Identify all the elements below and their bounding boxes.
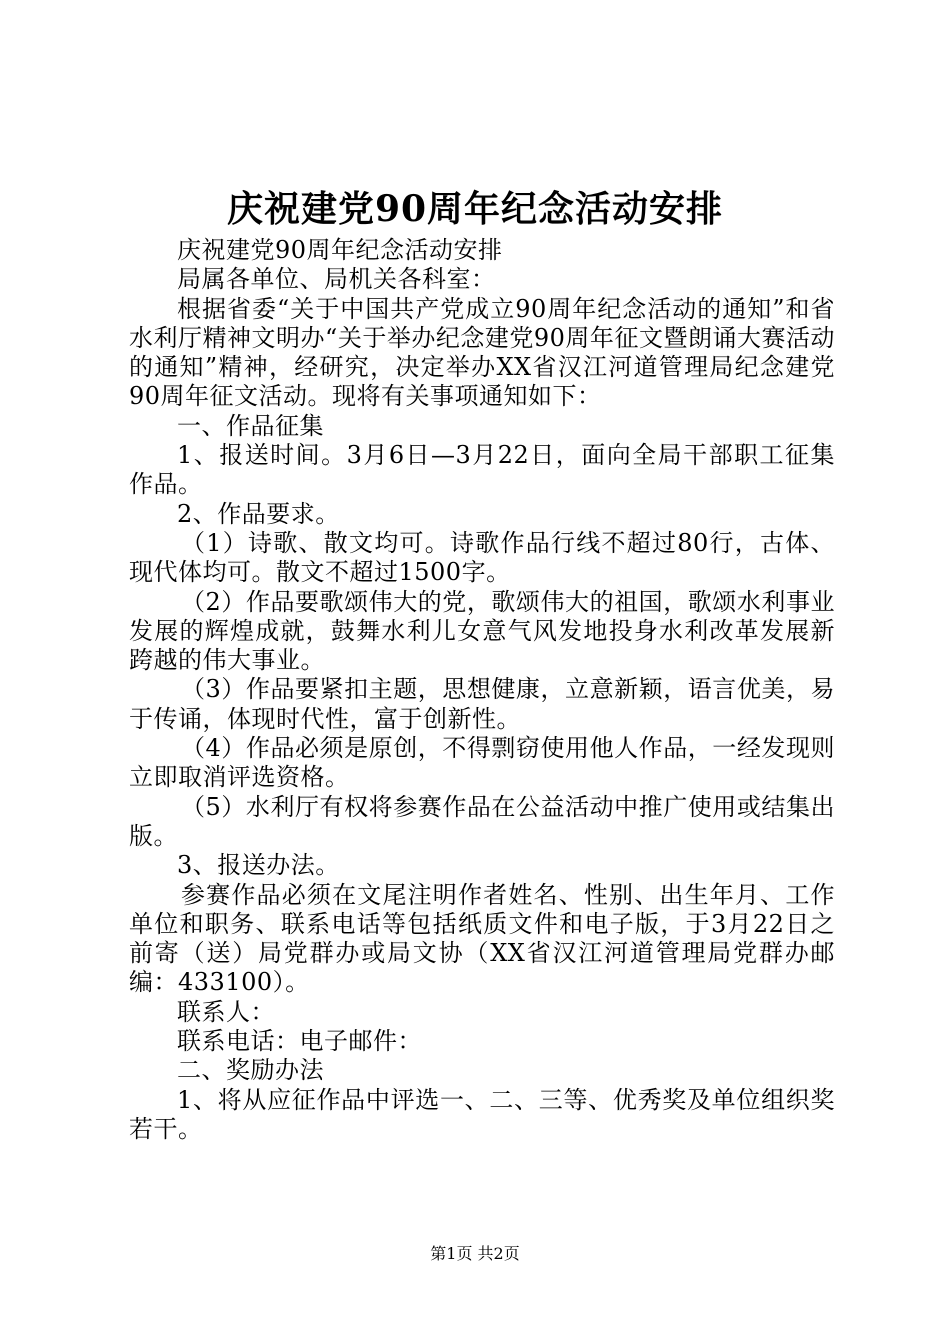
section-heading-collection: 一、作品征集	[177, 411, 324, 440]
paragraph-awards-1: 1、将从应征作品中评选一、二、三等、优秀奖及单位组织奖若干。	[129, 1085, 835, 1143]
paragraph-requirement-3: （3）作品要紧扣主题，思想健康，立意新颖，语言优美，易于传诵，体现时代性，富于创新性。	[129, 675, 835, 733]
paragraph-requirement-5: （5）水利厅有权将参赛作品在公益活动中推广使用或结集出版。	[129, 792, 835, 850]
document-title: 庆祝建党90周年纪念活动安排	[226, 188, 724, 230]
paragraph-submission-method-heading: 3、报送办法。	[177, 851, 340, 880]
paragraph-requirement-4: （4）作品必须是原创，不得剽窃使用他人作品，一经发现则立即取消评选资格。	[129, 734, 835, 792]
paragraph-requirements-heading: 2、作品要求。	[177, 499, 340, 528]
paragraph-submission-time: 1、报送时间。3月6日—3月22日，面向全局干部职工征集作品。	[129, 441, 835, 499]
page-footer: 第1页 共2页	[430, 1244, 520, 1263]
document-body	[129, 236, 835, 1144]
section-heading-awards: 二、奖励办法	[177, 1056, 324, 1085]
paragraph-heading-repeat: 庆祝建党90周年纪念活动安排	[177, 236, 503, 264]
paragraph-requirement-1: （1）诗歌、散文均可。诗歌作品行线不超过80行，古体、现代体均可。散文不超过1500字。	[129, 528, 835, 587]
paragraph-addressee: 局属各单位、局机关各科室：	[177, 265, 496, 294]
paragraph-submission-method: 参赛作品必须在文尾注明作者姓名、性别、出生年月、工作单位和职务、联系电话等包括纸质文件和电子版，于3月22日之前寄（送）局党群办或局文协（XX省汉江河道管理局党群办邮编：433100）。	[129, 880, 835, 997]
paragraph-requirement-2: （2）作品要歌颂伟大的党，歌颂伟大的祖国，歌颂水利事业发展的辉煌成就，鼓舞水利儿女意气风发地投身水利改革发展新跨越的伟大事业。	[129, 587, 835, 675]
paragraph-contact-person: 联系人：	[177, 997, 275, 1026]
paragraph-contact-phone: 联系电话：电子邮件：	[177, 1027, 422, 1056]
paragraph-intro: 根据省委“关于中国共产党成立90周年纪念活动的通知”和省水利厅精神文明办“关于举办纪念建党90周年征文暨朗诵大赛活动的通知”精神，经研究，决定举办XX省汉江河道管理局纪念建党90周年征文活动。现将有关事项通知如下：	[129, 294, 835, 411]
